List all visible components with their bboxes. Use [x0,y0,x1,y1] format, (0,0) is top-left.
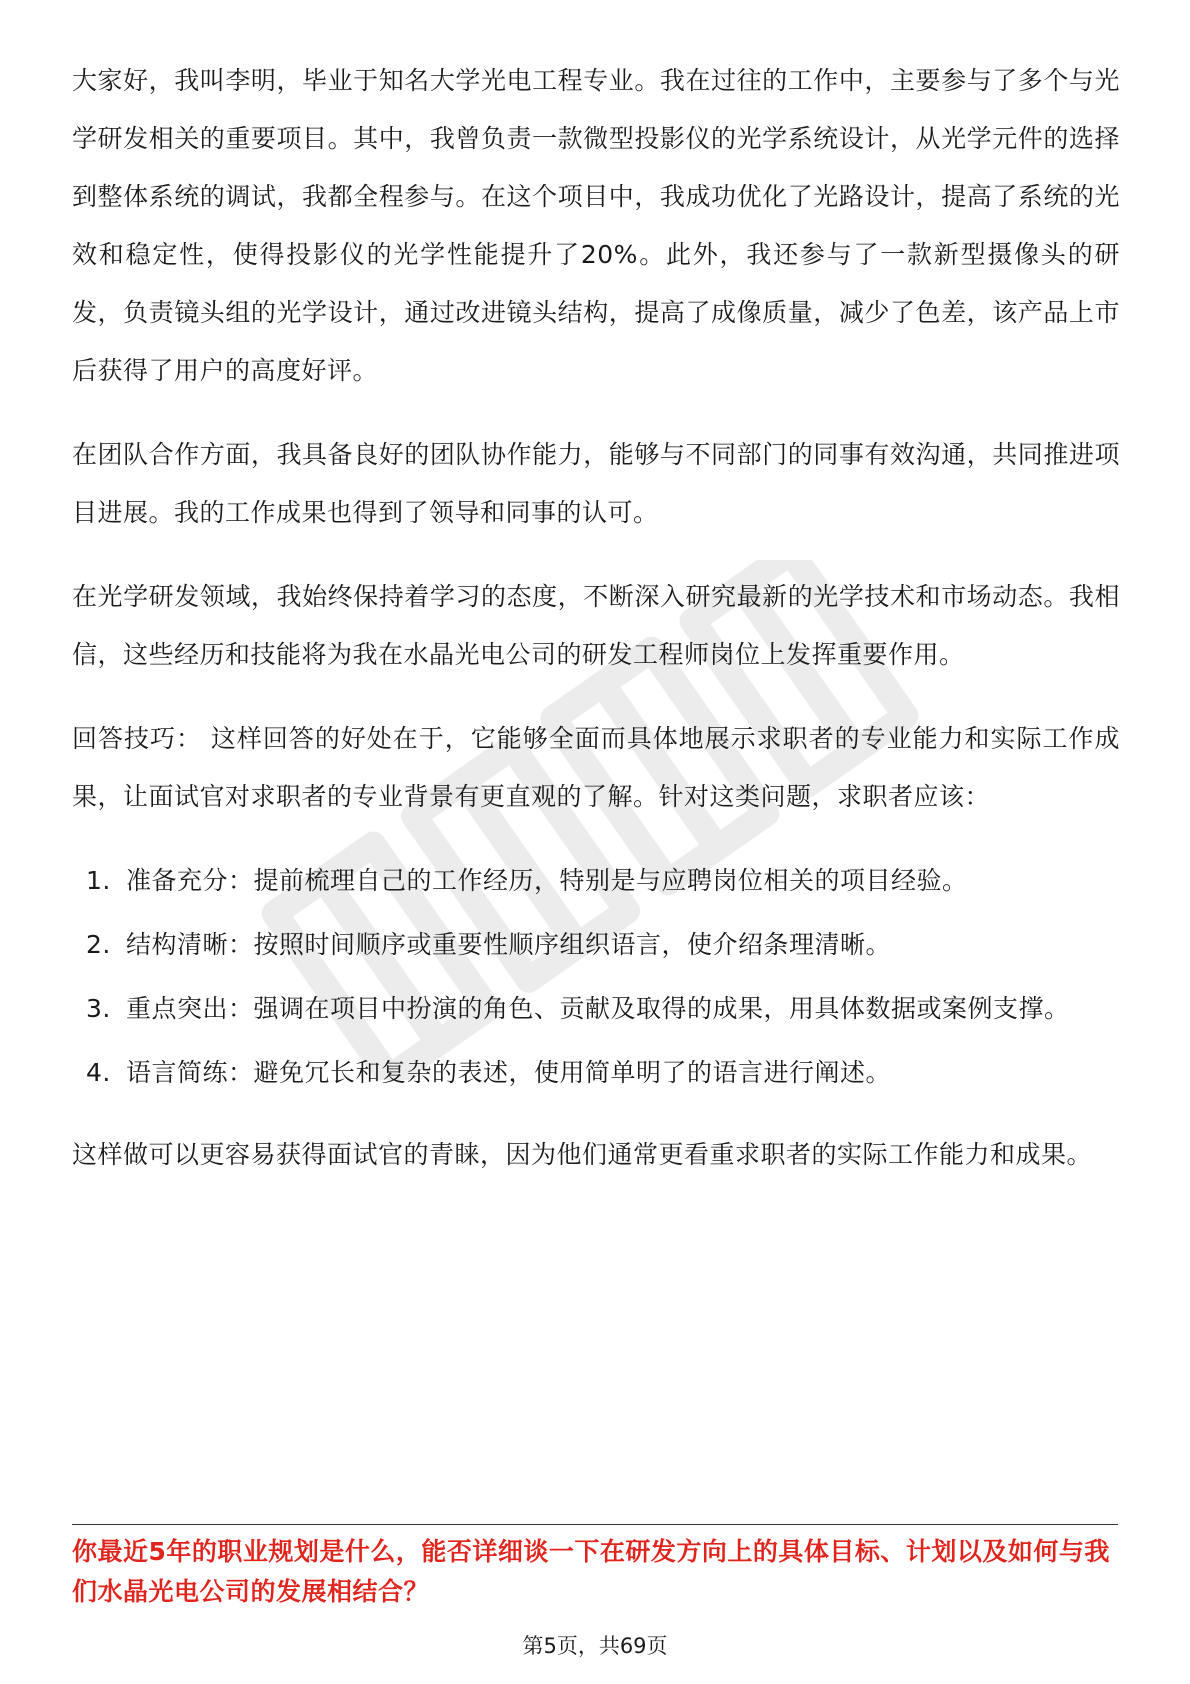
learning-paragraph: 在光学研发领域，我始终保持着学习的态度，不断深入研究最新的光学技术和市场动态。我相信，这些经历和技能将为我在水晶光电公司的研发工程师岗位上发挥重要作用。 [72,582,1120,669]
list-item-text: 语言简练：避免冗长和复杂的表述，使用简单明了的语言进行阐述。 [126,1058,892,1087]
main-content [72,52,1120,1210]
list-item-number: 4. [86,1058,111,1087]
tips-intro-paragraph: 回答技巧： 这样回答的好处在于，它能够全面而具体地展示求职者的专业能力和实际工作成果，让面试官对求职者的专业背景有更直观的了解。针对这类问题，求职者应该： [72,724,1120,811]
list-item-text: 重点突出：强调在项目中扮演的角色、贡献及取得的成果，用具体数据或案例支撑。 [126,994,1070,1023]
list-item [72,1044,1120,1102]
list-item [72,852,1120,910]
list-item-number: 3. [86,994,111,1023]
list-item-text: 准备充分：提前梳理自己的工作经历，特别是与应聘岗位相关的项目经验。 [126,866,968,895]
list-item-number: 2. [86,930,111,959]
list-item-text: 结构清晰：按照时间顺序或重要性顺序组织语言，使介绍条理清晰。 [126,930,892,959]
section-divider [72,1524,1118,1525]
list-item [72,916,1120,974]
intro-paragraph: 大家好，我叫李明，毕业于知名大学光电工程专业。我在过往的工作中，主要参与了多个与光学研发相关的重要项目。其中，我曾负责一款微型投影仪的光学系统设计，从光学元件的选择到整体系统的调试，我都全程参与。在这个项目中，我成功优化了光路设计，提高了系统的光效和稳定性，使得投影仪的光学性能提升了20%。此外，我还参与了一款新型摄像头的研发，负责镜头组的光学设计，通过改进镜头结构，提高了成像质量，减少了色差，该产品上市后获得了用户的高度好评。 [72,66,1120,385]
next-question-heading: 你最近5年的职业规划是什么，能否详细谈一下在研发方向上的具体目标、计划以及如何与我们水晶光电公司的发展相结合？ [72,1537,1110,1606]
list-item [72,980,1120,1038]
teamwork-paragraph: 在团队合作方面，我具备良好的团队协作能力，能够与不同部门的同事有效沟通，共同推进项目进展。我的工作成果也得到了领导和同事的认可。 [72,440,1120,527]
list-item-number: 1. [86,866,111,895]
conclusion-paragraph: 这样做可以更容易获得面试官的青睐，因为他们通常更看重求职者的实际工作能力和成果。 [72,1140,1093,1169]
tips-list [72,852,1120,1102]
page-footer: 第5页，共69页 [522,1634,668,1658]
